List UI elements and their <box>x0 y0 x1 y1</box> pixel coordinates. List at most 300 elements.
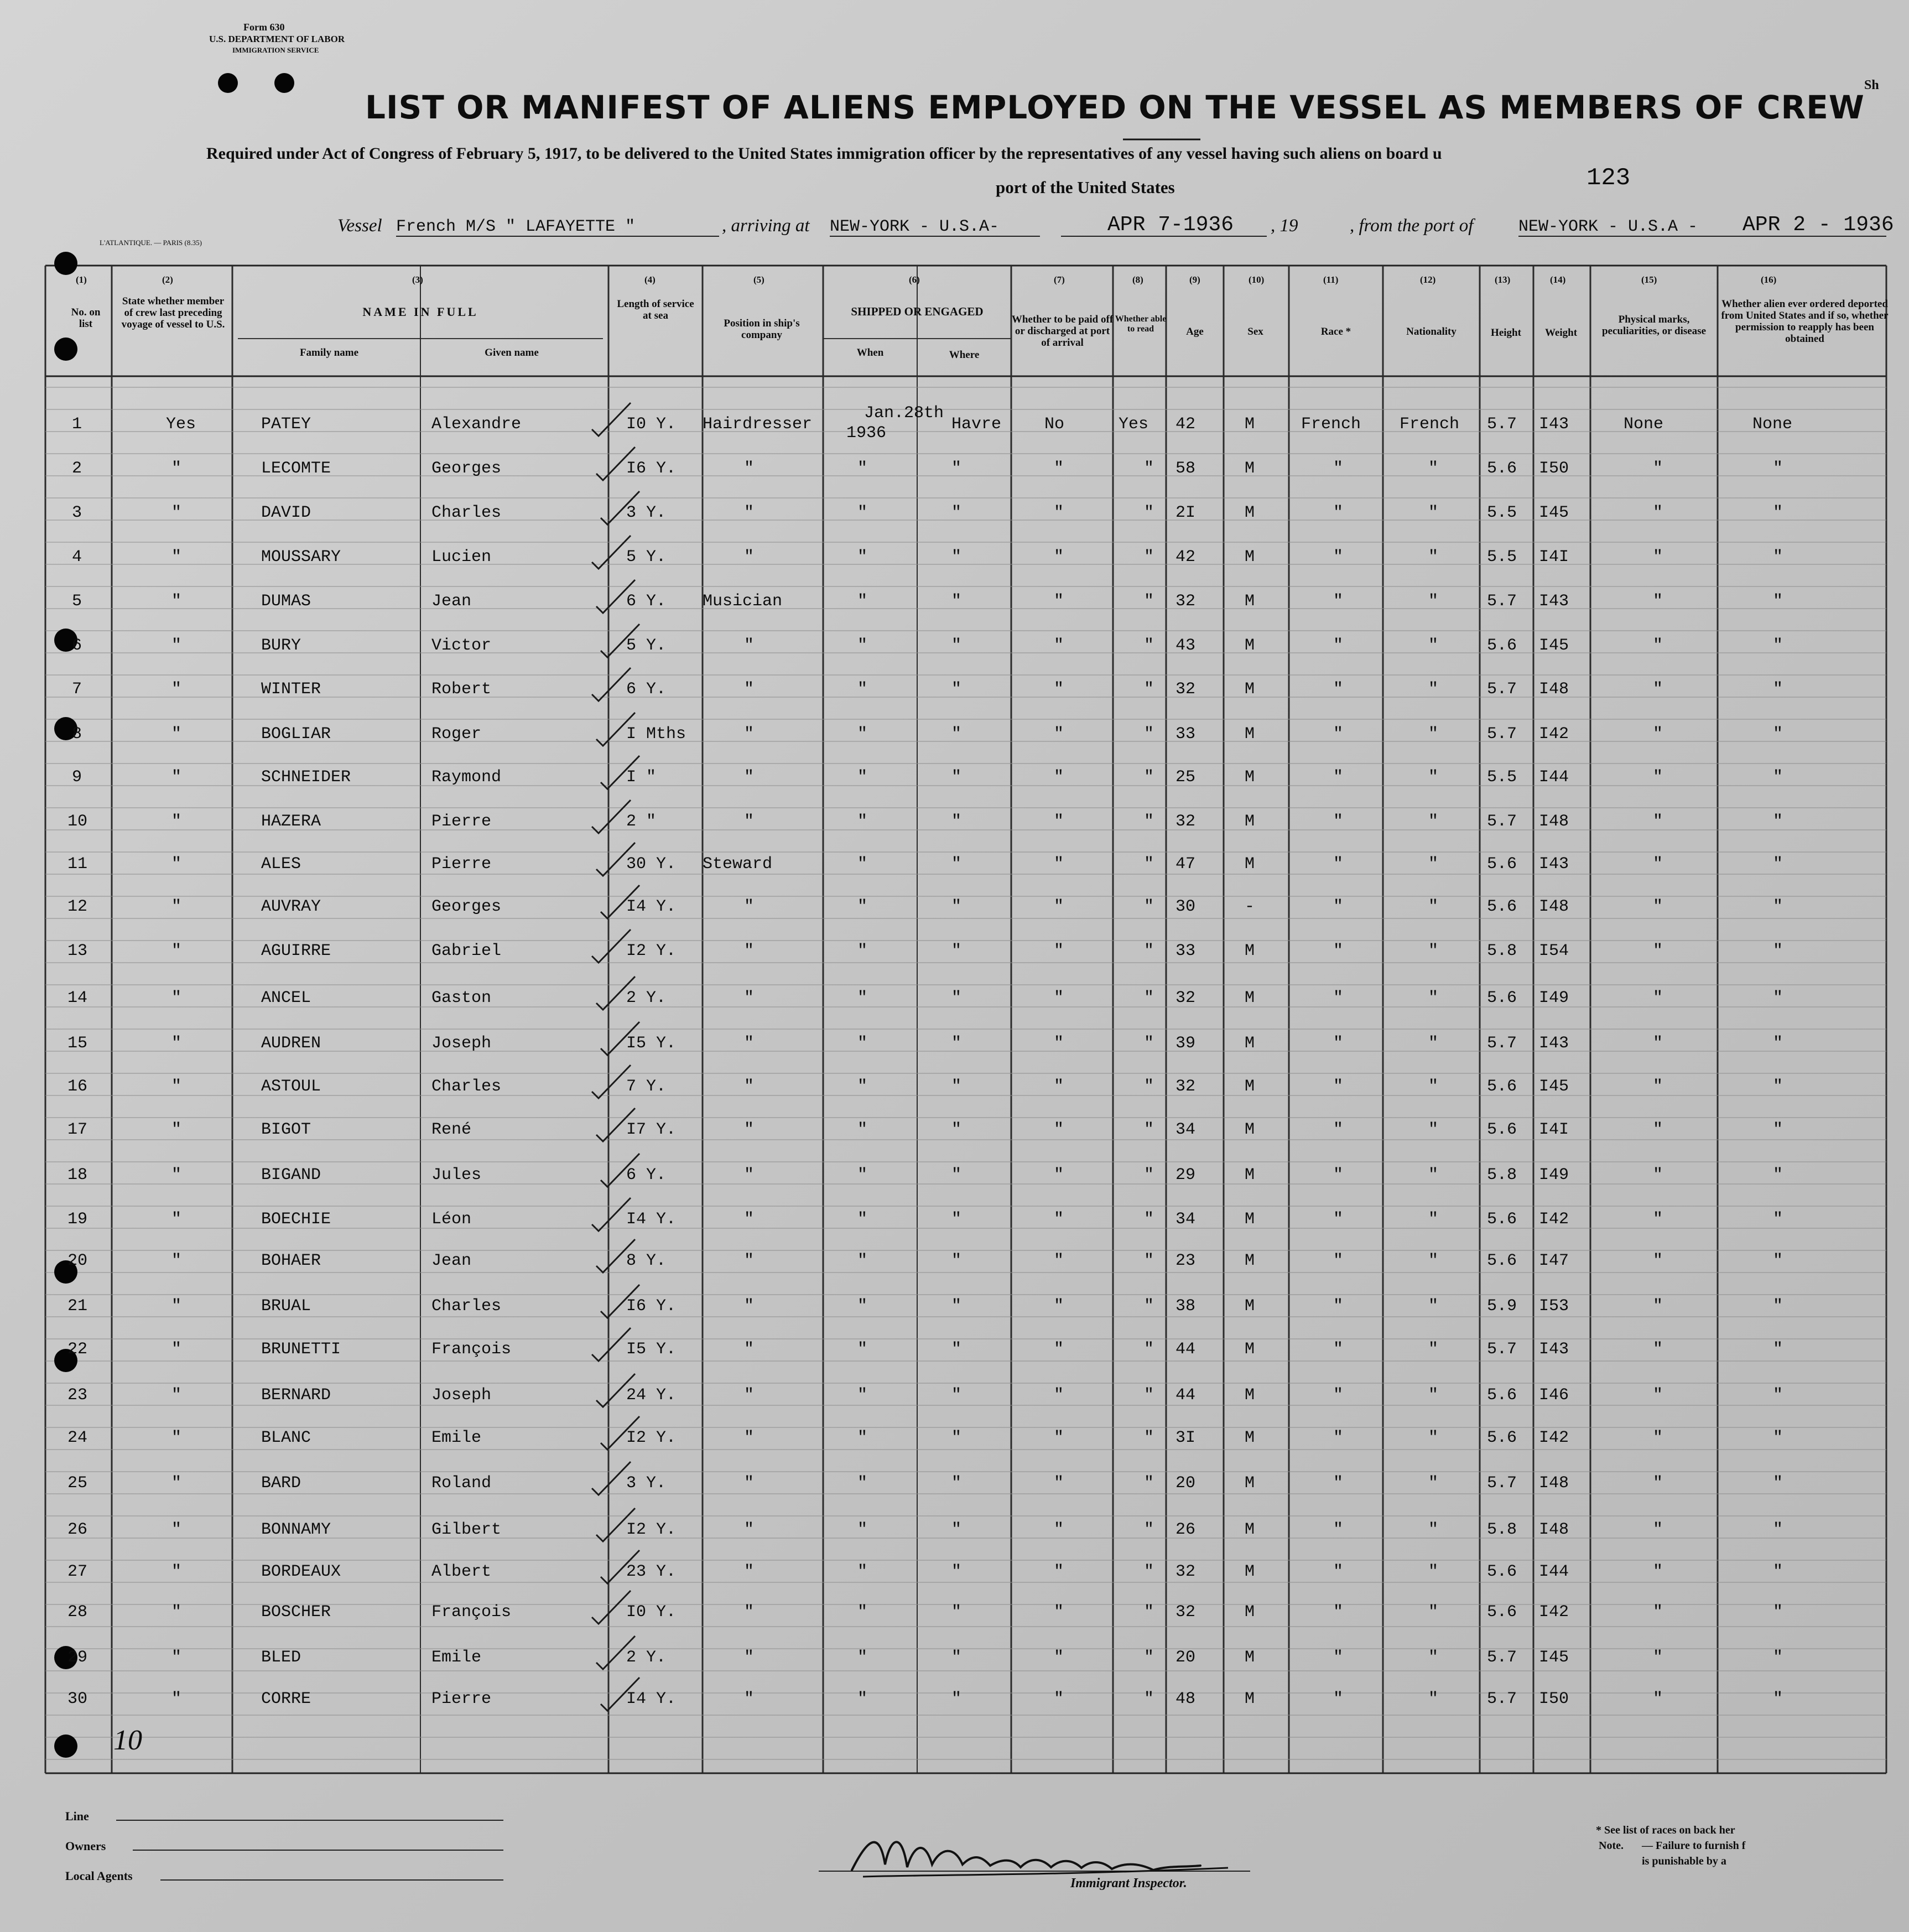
row-number: 30 <box>67 1690 88 1708</box>
shipped-when: " <box>857 1562 868 1581</box>
row-number: 4 <box>72 548 82 567</box>
height: 5.6 <box>1487 636 1517 655</box>
column-number: (2) <box>162 274 173 285</box>
physical-marks: " <box>1653 592 1663 611</box>
sex: M <box>1245 942 1255 960</box>
sex: M <box>1245 1077 1255 1096</box>
shipped-when: " <box>857 548 868 567</box>
nationality: " <box>1428 459 1439 478</box>
crew-last-voyage: " <box>171 636 182 655</box>
physical-marks: " <box>1653 1386 1663 1405</box>
position: " <box>744 1429 755 1447</box>
family-name: MOUSSARY <box>261 548 341 567</box>
race: " <box>1333 1474 1344 1493</box>
weight: I46 <box>1539 1386 1569 1405</box>
sex: M <box>1245 855 1255 874</box>
deported: " <box>1773 1386 1783 1405</box>
family-name: AUVRAY <box>261 897 321 916</box>
nationality: " <box>1428 1429 1439 1447</box>
shipped-where: " <box>951 636 962 655</box>
paid-off: " <box>1054 1429 1064 1447</box>
col-marks-header: Physical marks, peculiarities, or disease <box>1601 314 1707 337</box>
sex: M <box>1245 1166 1255 1185</box>
weight: I45 <box>1539 1077 1569 1096</box>
row-number: 29 <box>67 1648 88 1667</box>
deported: " <box>1773 812 1783 831</box>
position: Musician <box>703 592 783 611</box>
paid-off: " <box>1054 1648 1064 1667</box>
row-number: 3 <box>72 503 82 522</box>
age: 30 <box>1175 897 1196 916</box>
age: 42 <box>1175 548 1196 567</box>
length-of-service: 7 Y. <box>626 1077 667 1096</box>
crew-last-voyage: " <box>171 1034 182 1053</box>
length-of-service: 23 Y. <box>626 1562 677 1581</box>
deported: " <box>1773 1251 1783 1270</box>
weight: I42 <box>1539 1210 1569 1229</box>
able-to-read: " <box>1144 1034 1154 1053</box>
length-of-service: 3 Y. <box>626 1474 667 1493</box>
age: 44 <box>1175 1386 1196 1405</box>
given-name: René <box>431 1120 472 1139</box>
physical-marks: " <box>1653 1034 1663 1053</box>
weight: I54 <box>1539 942 1569 960</box>
owners-label: Owners <box>65 1839 106 1853</box>
age: 20 <box>1175 1648 1196 1667</box>
crew-last-voyage: " <box>171 1474 182 1493</box>
age: 26 <box>1175 1520 1196 1539</box>
age: 32 <box>1175 1077 1196 1096</box>
physical-marks: " <box>1653 636 1663 655</box>
given-name: Roger <box>431 725 482 744</box>
physical-marks: " <box>1653 768 1663 787</box>
shipped-when: " <box>857 1034 868 1053</box>
deported: " <box>1773 1474 1783 1493</box>
height: 5.9 <box>1487 1297 1517 1316</box>
able-to-read: " <box>1144 1251 1154 1270</box>
col-shipped-header: SHIPPED OR ENGAGED <box>851 305 984 318</box>
row-number: 28 <box>67 1603 88 1622</box>
sex: M <box>1245 415 1255 434</box>
nationality: " <box>1428 1251 1439 1270</box>
deported: " <box>1773 1562 1783 1581</box>
weight: I49 <box>1539 989 1569 1007</box>
paid-off: " <box>1054 725 1064 744</box>
age: 34 <box>1175 1120 1196 1139</box>
nationality: " <box>1428 1520 1439 1539</box>
crew-last-voyage: " <box>171 1520 182 1539</box>
family-name: CORRE <box>261 1690 311 1708</box>
row-number: 16 <box>67 1077 88 1096</box>
paid-off: " <box>1054 1520 1064 1539</box>
able-to-read: " <box>1144 1386 1154 1405</box>
deported: " <box>1773 942 1783 960</box>
given-name: Gabriel <box>431 942 502 960</box>
shipped-when: Jan.28th <box>864 404 944 423</box>
able-to-read: Yes <box>1119 415 1149 434</box>
race: " <box>1333 897 1344 916</box>
height: 5.6 <box>1487 1120 1517 1139</box>
given-name: Pierre <box>431 855 492 874</box>
paid-off: " <box>1054 1210 1064 1229</box>
nationality: " <box>1428 592 1439 611</box>
sex: - <box>1245 897 1255 916</box>
shipped-when: " <box>857 1429 868 1447</box>
height: 5.7 <box>1487 1340 1517 1359</box>
age: 39 <box>1175 1034 1196 1053</box>
crew-last-voyage: " <box>171 680 182 699</box>
family-name: HAZERA <box>261 812 321 831</box>
race: " <box>1333 1520 1344 1539</box>
sex: M <box>1245 989 1255 1007</box>
page-title: LIST OR MANIFEST OF ALIENS EMPLOYED ON THE VESSEL AS MEMBERS OF CREW <box>365 89 1865 126</box>
able-to-read: " <box>1144 1474 1154 1493</box>
crew-last-voyage: " <box>171 1166 182 1185</box>
when-header: When <box>856 347 884 359</box>
length-of-service: I Mths <box>626 725 686 744</box>
column-number: (7) <box>1054 274 1065 285</box>
nationality: " <box>1428 1120 1439 1139</box>
paid-off: " <box>1054 1603 1064 1622</box>
physical-marks: " <box>1653 459 1663 478</box>
sex: M <box>1245 1603 1255 1622</box>
paid-off: " <box>1054 1120 1064 1139</box>
column-number: (8) <box>1132 274 1143 285</box>
family-name: ASTOUL <box>261 1077 321 1096</box>
sex: M <box>1245 1690 1255 1708</box>
paid-off: " <box>1054 812 1064 831</box>
nationality: " <box>1428 680 1439 699</box>
age: 29 <box>1175 1166 1196 1185</box>
height: 5.7 <box>1487 1648 1517 1667</box>
row-number: 8 <box>72 725 82 744</box>
able-to-read: " <box>1144 1120 1154 1139</box>
race: " <box>1333 1690 1344 1708</box>
length-of-service: 5 Y. <box>626 548 667 567</box>
row-number: 26 <box>67 1520 88 1539</box>
race: " <box>1333 459 1344 478</box>
crew-last-voyage: " <box>171 1429 182 1447</box>
col-position-header: Position in ship's company <box>724 318 800 341</box>
paid-off: " <box>1054 1034 1064 1053</box>
able-to-read: " <box>1144 1340 1154 1359</box>
physical-marks: " <box>1653 855 1663 874</box>
shipped-when-year: 1936 <box>846 424 887 443</box>
height: 5.8 <box>1487 1166 1517 1185</box>
length-of-service: I5 Y. <box>626 1340 677 1359</box>
deported: " <box>1773 897 1783 916</box>
physical-marks: " <box>1653 1474 1663 1493</box>
nationality: " <box>1428 1603 1439 1622</box>
position: " <box>744 942 755 960</box>
given-name: Emile <box>431 1648 482 1667</box>
nationality: " <box>1428 1077 1439 1096</box>
family-name: BONNAMY <box>261 1520 331 1539</box>
race: " <box>1333 1648 1344 1667</box>
sex: M <box>1245 548 1255 567</box>
shipped-when: " <box>857 1648 868 1667</box>
column-number: (12) <box>1420 274 1436 285</box>
able-to-read: " <box>1144 680 1154 699</box>
nationality: French <box>1400 415 1460 434</box>
crew-last-voyage: " <box>171 812 182 831</box>
arriving-label: , arriving at <box>722 216 810 236</box>
deported: " <box>1773 548 1783 567</box>
paid-off: " <box>1054 1340 1064 1359</box>
weight: I44 <box>1539 1562 1569 1581</box>
nationality: " <box>1428 768 1439 787</box>
shipped-when: " <box>857 725 868 744</box>
physical-marks: " <box>1653 503 1663 522</box>
sex: M <box>1245 1251 1255 1270</box>
able-to-read: " <box>1144 1690 1154 1708</box>
sex: M <box>1245 725 1255 744</box>
weight: I53 <box>1539 1297 1569 1316</box>
age: 32 <box>1175 812 1196 831</box>
age: 47 <box>1175 855 1196 874</box>
punch-hole <box>274 73 294 93</box>
position: " <box>744 503 755 522</box>
position: " <box>744 1690 755 1708</box>
age: 38 <box>1175 1297 1196 1316</box>
deported: " <box>1773 1120 1783 1139</box>
age: 2I <box>1175 503 1196 522</box>
sex: M <box>1245 1386 1255 1405</box>
row-number: 1 <box>72 415 82 434</box>
height: 5.6 <box>1487 1077 1517 1096</box>
row-number: 21 <box>67 1297 88 1316</box>
height: 5.5 <box>1487 548 1517 567</box>
deported: " <box>1773 1166 1783 1185</box>
race: " <box>1333 725 1344 744</box>
physical-marks: " <box>1653 1648 1663 1667</box>
race: " <box>1333 1562 1344 1581</box>
able-to-read: " <box>1144 1077 1154 1096</box>
sex: M <box>1245 503 1255 522</box>
age: 23 <box>1175 1251 1196 1270</box>
nationality: " <box>1428 1210 1439 1229</box>
shipped-when: " <box>857 768 868 787</box>
sex: M <box>1245 1034 1255 1053</box>
paid-off: " <box>1054 459 1064 478</box>
weight: I48 <box>1539 680 1569 699</box>
able-to-read: " <box>1144 548 1154 567</box>
shipped-when: " <box>857 942 868 960</box>
paid-off: " <box>1054 1077 1064 1096</box>
departure-date: APR 2 - 1936 <box>1742 213 1894 237</box>
race: " <box>1333 1603 1344 1622</box>
row-number: 20 <box>67 1251 88 1270</box>
shipped-where: " <box>951 592 962 611</box>
position: " <box>744 768 755 787</box>
footnote-text-2: is punishable by a <box>1642 1855 1726 1867</box>
given-name: Roland <box>431 1474 492 1493</box>
given-name: Joseph <box>431 1386 492 1405</box>
page-number: 123 <box>1587 164 1631 192</box>
shipped-when: " <box>857 1297 868 1316</box>
deported: " <box>1773 1429 1783 1447</box>
crew-last-voyage: " <box>171 1603 182 1622</box>
family-name: BRUAL <box>261 1297 311 1316</box>
length-of-service: I5 Y. <box>626 1034 677 1053</box>
row-number: 9 <box>72 768 82 787</box>
physical-marks: " <box>1653 812 1663 831</box>
column-number: (4) <box>644 274 656 285</box>
line-label: Line <box>65 1809 89 1823</box>
paid-off: " <box>1054 1474 1064 1493</box>
row-number: 6 <box>72 636 82 655</box>
weight: I43 <box>1539 1034 1569 1053</box>
age: 48 <box>1175 1690 1196 1708</box>
weight: I42 <box>1539 725 1569 744</box>
shipped-when: " <box>857 1603 868 1622</box>
shipped-when: " <box>857 1340 868 1359</box>
where-header: Where <box>949 349 980 361</box>
position: " <box>744 1648 755 1667</box>
col-paid-header: Whether to be paid off or discharged at port of arrival <box>1011 314 1114 349</box>
crew-last-voyage: " <box>171 855 182 874</box>
vessel-value: French M/S " LAFAYETTE " <box>396 217 636 236</box>
weight: I47 <box>1539 1251 1569 1270</box>
shipped-where: " <box>951 1648 962 1667</box>
column-number: (3) <box>412 274 423 285</box>
crew-last-voyage: " <box>171 548 182 567</box>
able-to-read: " <box>1144 768 1154 787</box>
paid-off: " <box>1054 592 1064 611</box>
position: " <box>744 1166 755 1185</box>
crew-last-voyage: " <box>171 1251 182 1270</box>
position: " <box>744 1034 755 1053</box>
family-name: WINTER <box>261 680 321 699</box>
family-name: ALES <box>261 855 301 874</box>
position: " <box>744 1520 755 1539</box>
race: " <box>1333 855 1344 874</box>
able-to-read: " <box>1144 1210 1154 1229</box>
paid-off: " <box>1054 1386 1064 1405</box>
crew-last-voyage: " <box>171 1210 182 1229</box>
able-to-read: " <box>1144 636 1154 655</box>
shipped-when: " <box>857 636 868 655</box>
shipped-where: " <box>951 503 962 522</box>
length-of-service: 6 Y. <box>626 592 667 611</box>
paid-off: " <box>1054 989 1064 1007</box>
family-name: AGUIRRE <box>261 942 331 960</box>
length-of-service: 24 Y. <box>626 1386 677 1405</box>
shipped-where: " <box>951 1429 962 1447</box>
shipped-where: " <box>951 1297 962 1316</box>
age: 44 <box>1175 1340 1196 1359</box>
inspector-signature <box>830 1815 1250 1887</box>
physical-marks: " <box>1653 548 1663 567</box>
crew-last-voyage: " <box>171 1120 182 1139</box>
row-number: 24 <box>67 1429 88 1447</box>
year-label: , 19 <box>1271 216 1298 236</box>
inspector-label: Immigrant Inspector. <box>1070 1876 1187 1891</box>
race: " <box>1333 592 1344 611</box>
deported: " <box>1773 1340 1783 1359</box>
shipped-where: " <box>951 1077 962 1096</box>
able-to-read: " <box>1144 942 1154 960</box>
crew-last-voyage: " <box>171 592 182 611</box>
height: 5.6 <box>1487 1386 1517 1405</box>
height: 5.7 <box>1487 1690 1517 1708</box>
given-name: Jules <box>431 1166 482 1185</box>
height: 5.7 <box>1487 1474 1517 1493</box>
able-to-read: " <box>1144 1297 1154 1316</box>
column-number: (13) <box>1495 274 1511 285</box>
height: 5.8 <box>1487 1520 1517 1539</box>
crew-last-voyage: " <box>171 725 182 744</box>
sex: M <box>1245 1474 1255 1493</box>
race: " <box>1333 636 1344 655</box>
family-name: BOHAER <box>261 1251 321 1270</box>
physical-marks: " <box>1653 1297 1663 1316</box>
family-name: BIGOT <box>261 1120 311 1139</box>
form-number: Form 630 <box>243 22 285 33</box>
sex: M <box>1245 636 1255 655</box>
deported: " <box>1773 1077 1783 1096</box>
family-name: BRUNETTI <box>261 1340 341 1359</box>
row-number: 11 <box>67 855 88 874</box>
length-of-service: I6 Y. <box>626 1297 677 1316</box>
shipped-where: " <box>951 768 962 787</box>
weight: I45 <box>1539 1648 1569 1667</box>
race: " <box>1333 1429 1344 1447</box>
shipped-where: " <box>951 1474 962 1493</box>
row-number: 19 <box>67 1210 88 1229</box>
nationality: " <box>1428 855 1439 874</box>
given-name: Georges <box>431 897 502 916</box>
shipped-where: " <box>951 548 962 567</box>
position: Steward <box>703 855 773 874</box>
physical-marks: " <box>1653 1120 1663 1139</box>
given-name: Albert <box>431 1562 492 1581</box>
paid-off: " <box>1054 1690 1064 1708</box>
form-department: U.S. DEPARTMENT OF LABOR <box>209 34 345 44</box>
column-number: (9) <box>1189 274 1200 285</box>
family-name: DAVID <box>261 503 311 522</box>
height: 5.7 <box>1487 680 1517 699</box>
race: " <box>1333 1166 1344 1185</box>
height: 5.7 <box>1487 592 1517 611</box>
nationality: " <box>1428 812 1439 831</box>
height: 5.6 <box>1487 855 1517 874</box>
race: " <box>1333 1077 1344 1096</box>
sex: M <box>1245 1120 1255 1139</box>
shipped-when: " <box>857 1520 868 1539</box>
length-of-service: 5 Y. <box>626 636 667 655</box>
given-name: Lucien <box>431 548 492 567</box>
family-name: BARD <box>261 1474 301 1493</box>
nationality: " <box>1428 1474 1439 1493</box>
given-name-header: Given name <box>485 347 539 359</box>
weight: I50 <box>1539 459 1569 478</box>
height: 5.7 <box>1487 725 1517 744</box>
position: " <box>744 989 755 1007</box>
position: " <box>744 1077 755 1096</box>
vessel-label: Vessel <box>337 216 382 236</box>
local-agents-label: Local Agents <box>65 1869 133 1883</box>
paid-off: " <box>1054 1251 1064 1270</box>
row-number: 14 <box>67 989 88 1007</box>
length-of-service: I2 Y. <box>626 942 677 960</box>
physical-marks: " <box>1653 1429 1663 1447</box>
crew-last-voyage: " <box>171 1077 182 1096</box>
height: 5.5 <box>1487 503 1517 522</box>
deported: " <box>1773 855 1783 874</box>
position: " <box>744 897 755 916</box>
from-port-value: NEW-YORK - U.S.A - <box>1518 217 1698 236</box>
